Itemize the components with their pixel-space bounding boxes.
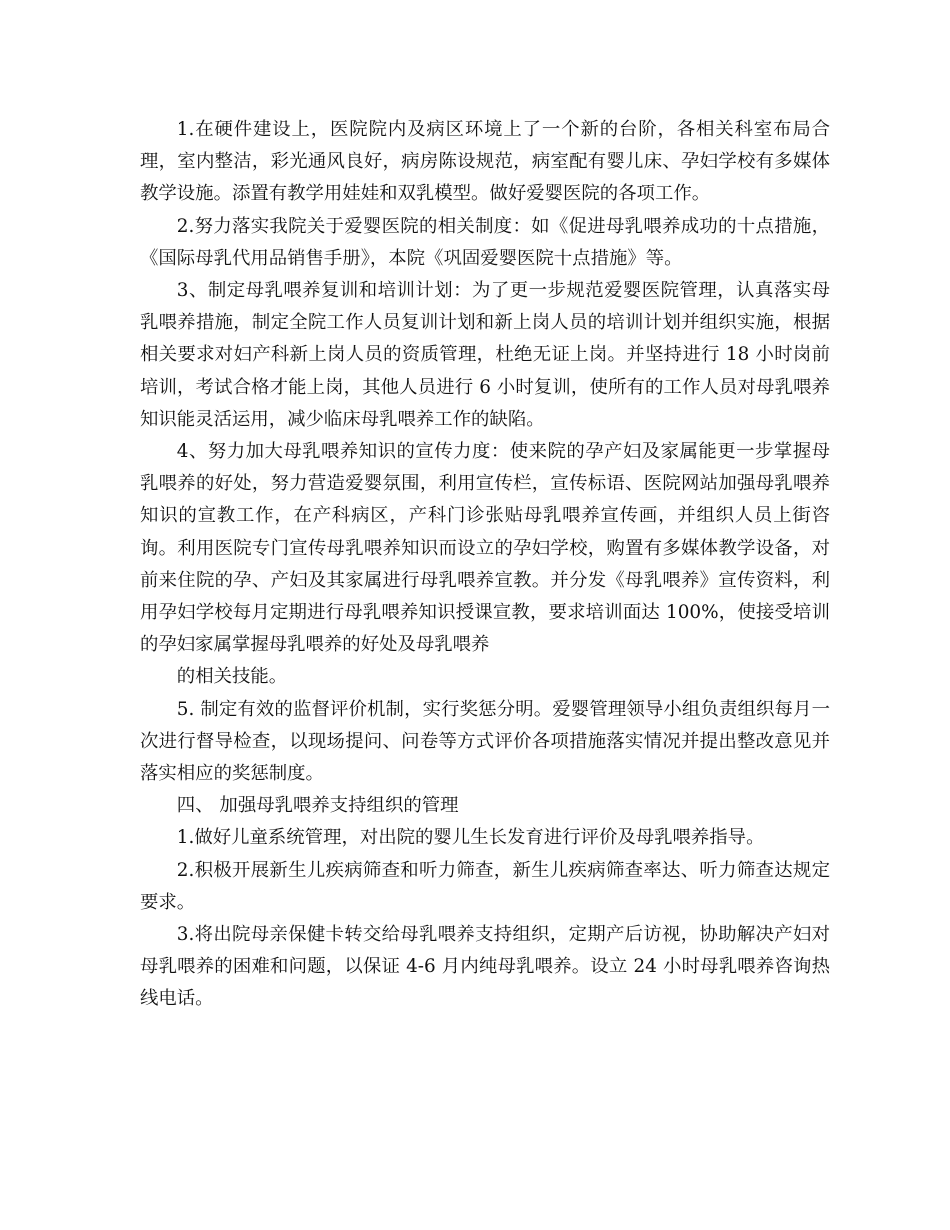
document-body [140,114,830,1016]
paragraph-screening: 2.积极开展新生儿疾病筛查和听力筛查，新生儿疾病筛查率达、听力筛查达规定要求。 [140,859,830,913]
paragraph-health-card: 3.将出院母亲保健卡转交给母乳喂养支持组织，定期产后访视，协助解决产妇对母乳喂养的困难和问题，以保证 4-6 月内纯母乳喂养。设立 24 小时母乳喂养咨询热线电话。 [140,924,830,1010]
paragraph-hardware: 1.在硬件建设上，医院院内及病区环境上了一个新的台阶，各相关科室布局合理，室内整洁，彩光通风良好，病房陈设规范，病室配有婴儿床、孕妇学校有多媒体教学设施。添置有教学用娃娃和双乳模型。做好爱婴医院的各项工作。 [140,119,830,205]
paragraph-policies: 2.努力落实我院关于爱婴医院的相关制度：如《促进母乳喂养成功的十点措施，《国际母乳代用品销售手册》，本院《巩固爱婴医院十点措施》等。 [140,215,830,269]
paragraph-supervision: 5. 制定有效的监督评价机制，实行奖惩分明。爱婴管理领导小组负责组织每月一次进行督导检查，以现场提问、问卷等方式评价各项措施落实情况并提出整改意见并落实相应的奖惩制度。 [140,698,830,785]
paragraph-training: 3、制定母乳喂养复训和培训计划：为了更一步规范爱婴医院管理，认真落实母乳喂养措施，制定全院工作人员复训计划和新上岗人员的培训计划并组织实施，根据相关要求对妇产科新上岗人员的资质管理，杜绝无证上岗。并坚持进行 18 小时岗前培训，考试合格才能上岗，其他人员进行 6 小时复训，使所有的工作人员对母乳喂养知识能灵活运用，减少临床母乳喂养工作的缺陷。 [140,280,830,430]
paragraph-publicity: 4、努力加大母乳喂养知识的宣传力度：使来院的孕产妇及家属能更一步掌握母乳喂养的好处，努力营造爱婴氛围，利用宣传栏，宣传标语、医院网站加强母乳喂养知识的宣教工作，在产科病区，产科门诊张贴母乳喂养宣传画，并组织人员上街咨询。利用医院专门宣传母乳喂养知识而设立的孕妇学校，购置有多媒体教学设备，对前来住院的孕、产妇及其家属进行母乳喂养宣教。并分发《母乳喂养》宣传资料，利用孕妇学校每月定期进行母乳喂养知识授课宣教，要求培训面达 100%，使接受培训的孕妇家属掌握母乳喂养的好处及母乳喂养 [140,441,830,656]
section-heading-support-organization: 四、 加强母乳喂养支持组织的管理 [176,795,459,817]
paragraph-child-management: 1.做好儿童系统管理，对出院的婴儿生长发育进行评价及母乳喂养指导。 [176,827,765,849]
paragraph-publicity-continued: 的相关技能。 [176,666,288,688]
